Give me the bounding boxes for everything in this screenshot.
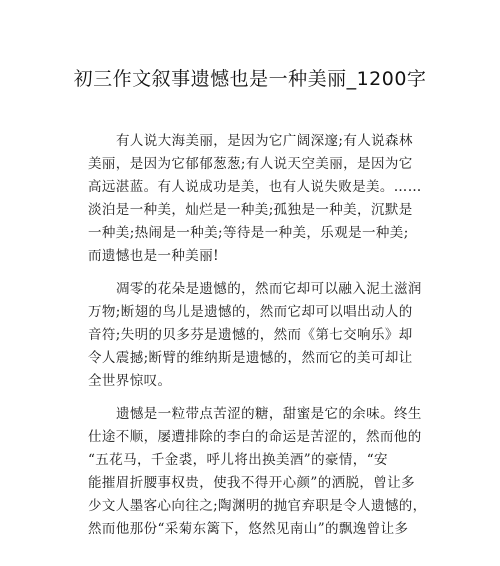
text-line: 一种美;热闹是一种美;等待是一种美，乐观是一种美; bbox=[88, 225, 409, 241]
article-body bbox=[88, 130, 427, 551]
paragraph-3 bbox=[88, 403, 427, 541]
text-line: 有人说大海美丽，是因为它广阔深邃;有人说森林 bbox=[116, 133, 413, 149]
text-line: 仕途不顺，屡遭排除的李白的命运是苦涩的，然而他的 bbox=[88, 429, 422, 445]
paragraph-2 bbox=[88, 278, 422, 393]
document-title: 初三作文叙事遗憾也是一种美丽_1200字 bbox=[73, 68, 427, 90]
text-line: 能摧眉折腰事权贵，使我不得开心颜”的洒脱，曾让多 bbox=[88, 475, 416, 491]
text-line: 少文人墨客心向往之;陶渊明的抛官弃职是令人遗憾的， bbox=[88, 498, 427, 514]
text-line: 全世界惊叹。 bbox=[88, 373, 172, 389]
text-line: 淡泊是一种美，灿烂是一种美;孤独是一种美，沉默是 bbox=[88, 202, 413, 218]
text-line: 万物;断翅的鸟儿是遗憾的，然而它却可以唱出动人的 bbox=[88, 304, 413, 320]
text-line: 音符;失明的贝多芬是遗憾的，然而《第七交响乐》却 bbox=[88, 327, 413, 343]
text-line: 令人震撼;断臂的维纳斯是遗憾的，然而它的美可却让 bbox=[88, 350, 413, 366]
text-line: 遗憾是一粒带点苦涩的糖，甜蜜是它的余味。终生 bbox=[116, 406, 422, 422]
text-line: 然而他那份“采菊东篱下，悠然见南山”的飘逸曾让多 bbox=[88, 521, 409, 537]
text-line: 美丽，是因为它郁郁葱葱;有人说天空美丽，是因为它 bbox=[88, 156, 413, 172]
text-line: 高远湛蓝。有人说成功是美，也有人说失败是美。…… bbox=[88, 179, 422, 195]
paragraph-1 bbox=[88, 130, 422, 268]
text-line: 凋零的花朵是遗憾的，然而它却可以融入泥土滋润 bbox=[116, 281, 422, 297]
text-line: “五花马，千金裘，呼儿将出换美酒”的豪情，“安 bbox=[88, 452, 388, 468]
text-line: 而遗憾也是一种美丽! bbox=[88, 248, 219, 264]
